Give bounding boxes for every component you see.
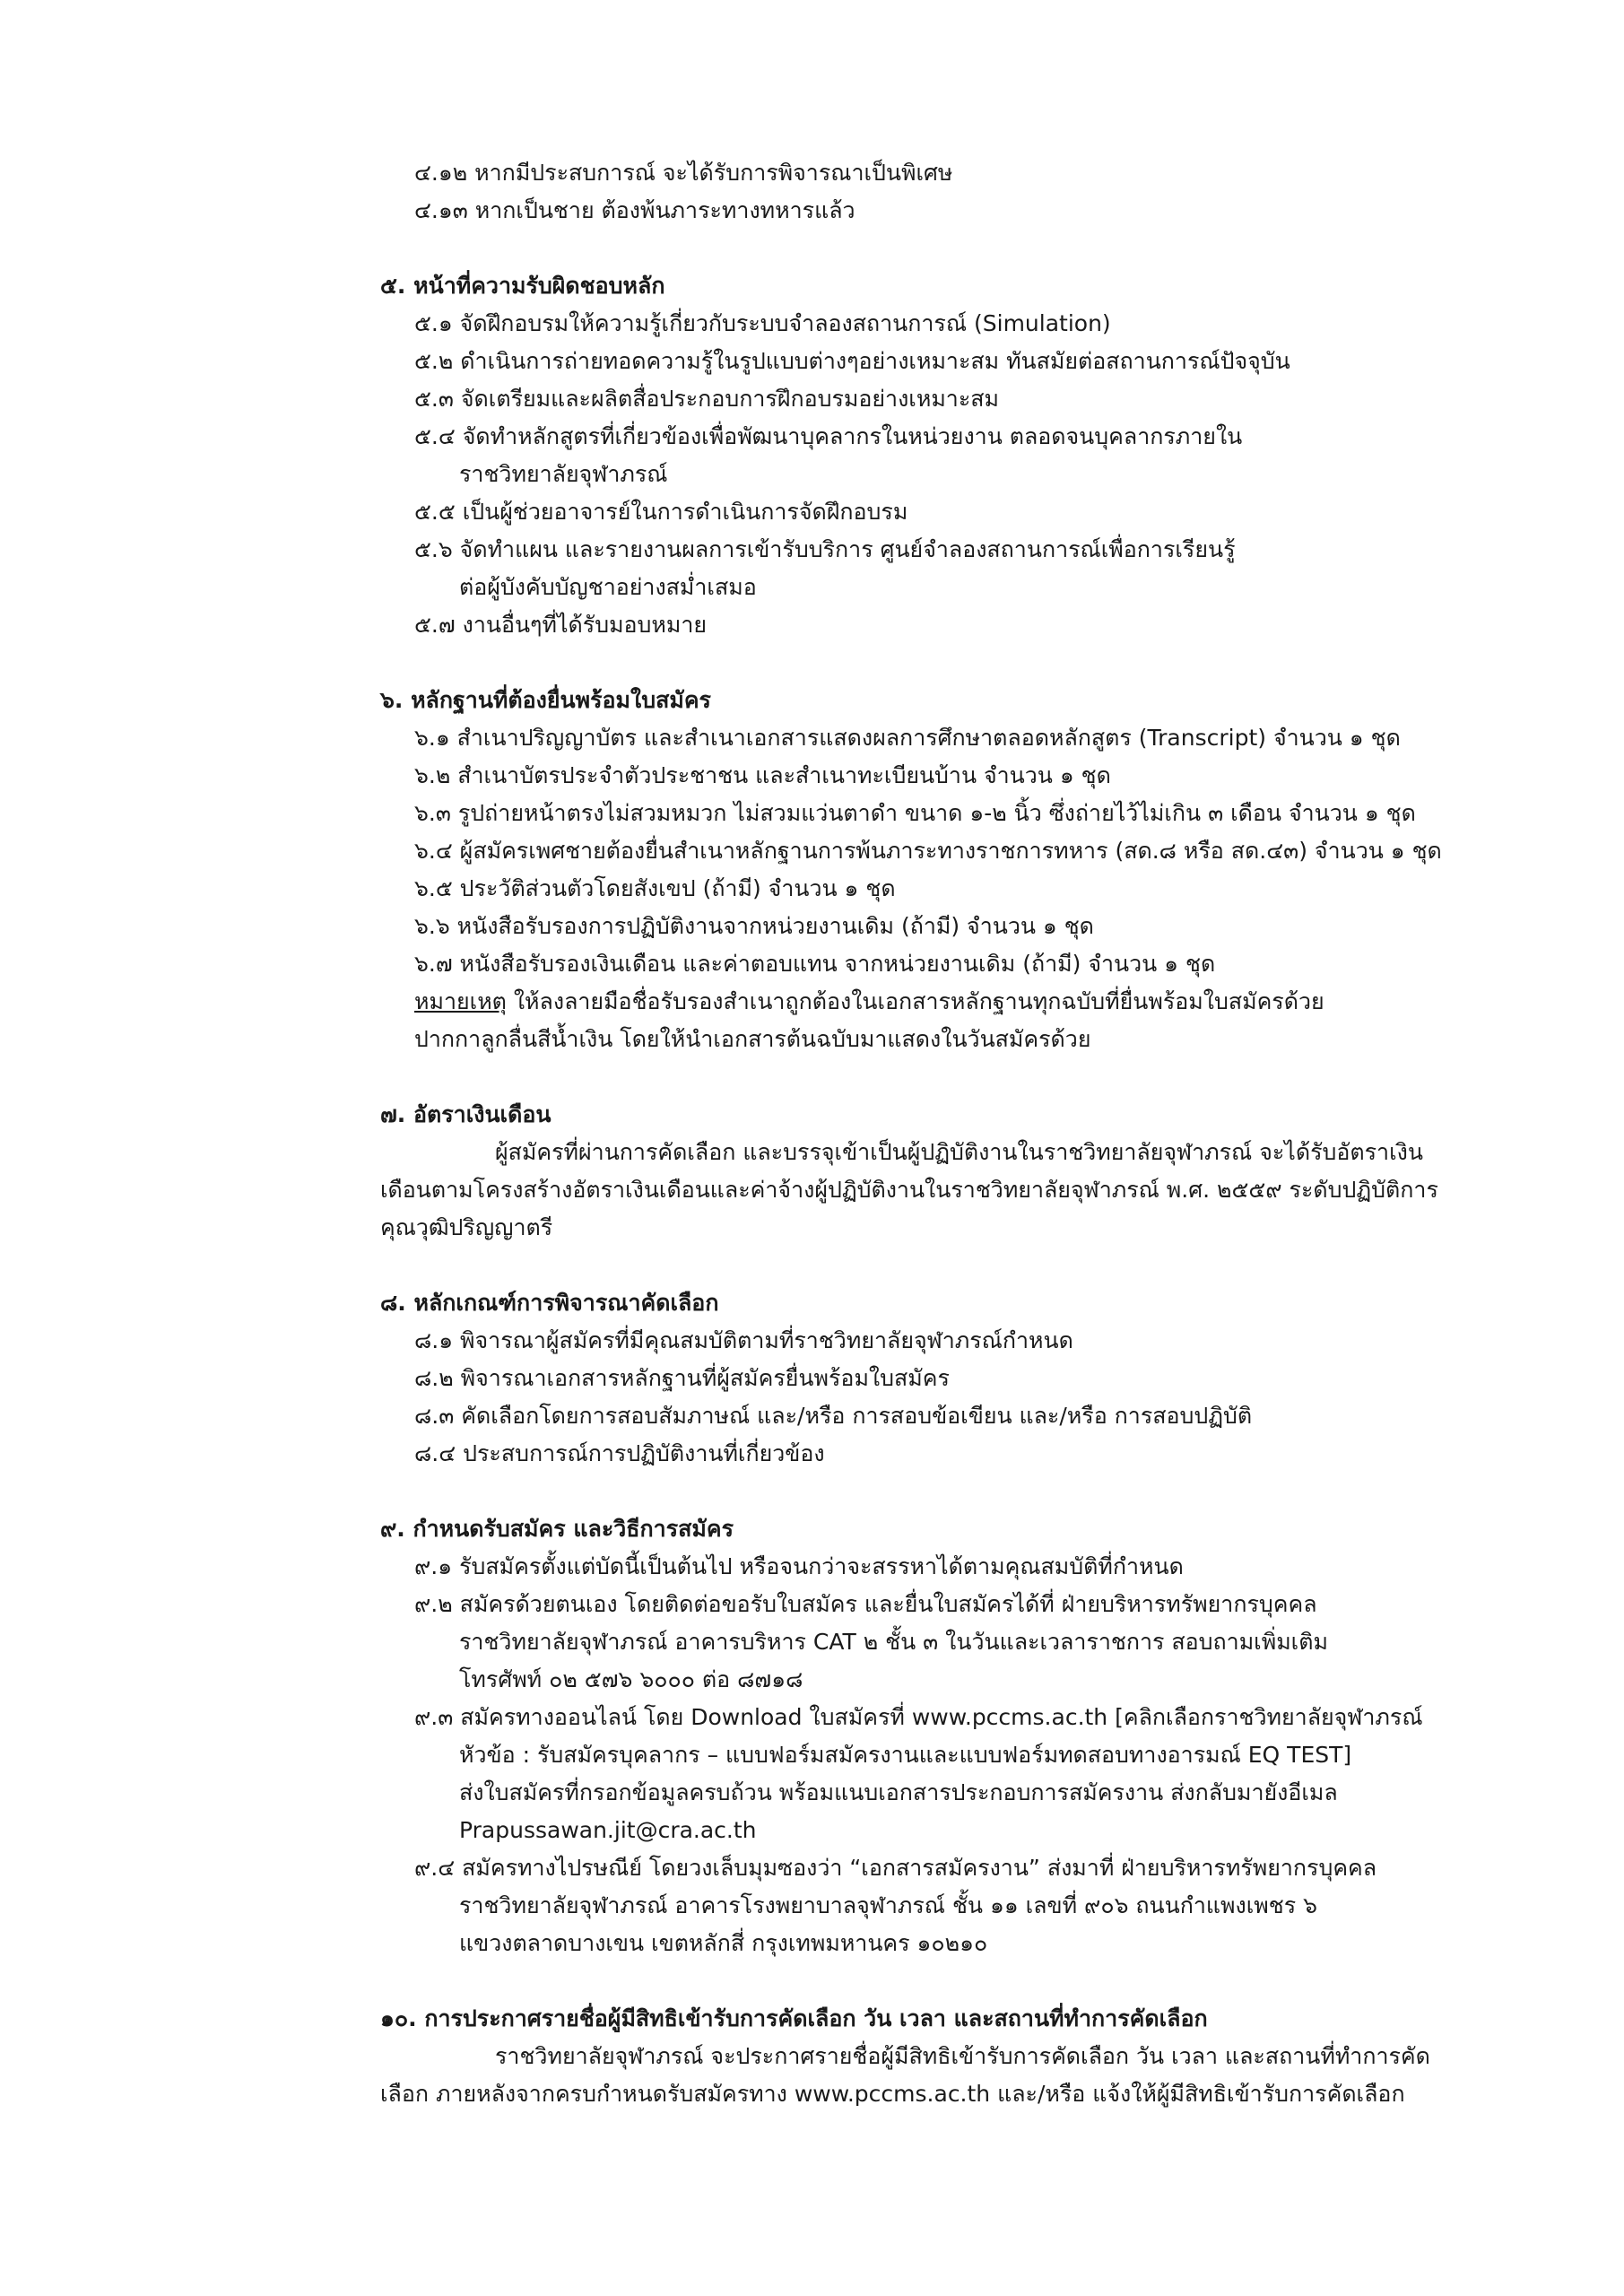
list-item: ๖.๗ หนังสือรับรองเงินเดือน และค่าตอบแทน จากหน่วยงานเดิม (ถ้ามี) จำนวน ๑ ชุด xyxy=(414,951,1216,977)
list-item: ๘.๒ พิจารณาเอกสารหลักฐานที่ผู้สมัครยื่นพร้อมใบสมัคร xyxy=(414,1365,950,1391)
list-item: ๕.๒ ดำเนินการถ่ายทอดความรู้ในรูปแบบต่างๆอย่างเหมาะสม ทันสมัยต่อสถานการณ์ปัจจุบัน xyxy=(414,348,1290,374)
list-item: ๕.๖ จัดทำแผน และรายงานผลการเข้ารับบริการ ศูนย์จำลองสถานการณ์เพื่อการเรียนรู้ xyxy=(414,536,1236,562)
list-item: ๕.๔ จัดทำหลักสูตรที่เกี่ยวข้องเพื่อพัฒนาบุคลากรในหน่วยงาน ตลอดจนบุคลากรภายใน xyxy=(414,423,1243,449)
paragraph-line: ผู้สมัครที่ผ่านการคัดเลือก และบรรจุเข้าเป็นผู้ปฏิบัติงานในราชวิทยาลัยจุฬาภรณ์ จะได้รับอัตราเงิน xyxy=(495,1139,1423,1165)
paragraph-line: เดือนตามโครงสร้างอัตราเงินเดือนและค่าจ้างผู้ปฏิบัติงานในราชวิทยาลัยจุฬาภรณ์ พ.ศ. ๒๕๕๙ ระดับปฏิบัติการ xyxy=(380,1177,1438,1203)
list-item: ๕.๓ จัดเตรียมและผลิตสื่อประกอบการฝึกอบรมอย่างเหมาะสม xyxy=(414,386,1000,412)
email-address: Prapussawan.jit@cra.ac.th xyxy=(459,1817,757,1843)
list-item: ๖.๔ ผู้สมัครเพศชายต้องยื่นสำเนาหลักฐานการพ้นภาระทางราชการทหาร (สด.๘ หรือ สด.๔๓) จำนวน ๑ ชุด xyxy=(414,838,1442,864)
list-item: ๖.๒ สำเนาบัตรประจำตัวประชาชน และสำเนาทะเบียนบ้าน จำนวน ๑ ชุด xyxy=(414,762,1111,788)
section-heading: ๕. หน้าที่ความรับผิดชอบหลัก xyxy=(380,273,665,299)
note-line-2: ปากกาลูกลื่นสีน้ำเงิน โดยให้นำเอกสารต้นฉบับมาแสดงในวันสมัครด้วย xyxy=(414,1026,1091,1052)
list-item-continuation: ราชวิทยาลัยจุฬาภรณ์ xyxy=(459,461,668,487)
list-item-continuation: โทรศัพท์ ๐๒ ๕๗๖ ๖๐๐๐ ต่อ ๘๗๑๘ xyxy=(459,1666,803,1692)
list-item: ๙.๓ สมัครทางออนไลน์ โดย Download ใบสมัครที่ www.pccms.ac.th [คลิกเลือกราชวิทยาลัยจุฬาภรณ์ xyxy=(414,1704,1423,1730)
list-item: ๘.๓ คัดเลือกโดยการสอบสัมภาษณ์ และ/หรือ การสอบข้อเขียน และ/หรือ การสอบปฏิบัติ xyxy=(414,1403,1253,1429)
list-item: ๖.๖ หนังสือรับรองการปฏิบัติงานจากหน่วยงานเดิม (ถ้ามี) จำนวน ๑ ชุด xyxy=(414,913,1094,939)
note-line xyxy=(414,983,1324,1021)
list-item-continuation: ราชวิทยาลัยจุฬาภรณ์ อาคารบริหาร CAT ๒ ชั้น ๓ ในวันและเวลาราชการ สอบถามเพิ่มเติม xyxy=(459,1629,1328,1655)
list-item: ๕.๑ จัดฝึกอบรมให้ความรู้เกี่ยวกับระบบจำลองสถานการณ์ (Simulation) xyxy=(414,310,1111,336)
list-item: ๕.๕ เป็นผู้ช่วยอาจารย์ในการดำเนินการจัดฝึกอบรม xyxy=(414,499,908,525)
list-item: ๘.๔ ประสบการณ์การปฏิบัติงานที่เกี่ยวข้อง xyxy=(414,1440,825,1466)
section-heading: ๗. อัตราเงินเดือน xyxy=(380,1101,551,1127)
list-item: ๘.๑ พิจารณาผู้สมัครที่มีคุณสมบัติตามที่ราชวิทยาลัยจุฬาภรณ์กำหนด xyxy=(414,1327,1073,1353)
list-item: ๔.๑๒ หากมีประสบการณ์ จะได้รับการพิจารณาเป็นพิเศษ xyxy=(414,160,953,186)
list-item: ๔.๑๓ หากเป็นชาย ต้องพ้นภาระทางทหารแล้ว xyxy=(414,197,855,223)
section-heading: ๑๐. การประกาศรายชื่อผู้มีสิทธิเข้ารับการคัดเลือก วัน เวลา และสถานที่ทำการคัดเลือก xyxy=(380,2005,1208,2031)
list-item: ๖.๕ ประวัติส่วนตัวโดยสังเขป (ถ้ามี) จำนวน ๑ ชุด xyxy=(414,875,896,901)
section-heading: ๖. หลักฐานที่ต้องยื่นพร้อมใบสมัคร xyxy=(380,687,711,713)
paragraph-line: ราชวิทยาลัยจุฬาภรณ์ จะประกาศรายชื่อผู้มีสิทธิเข้ารับการคัดเลือก วัน เวลา และสถานที่ทำการคัด xyxy=(495,2043,1430,2069)
paragraph-line: เลือก ภายหลังจากครบกำหนดรับสมัครทาง www.pccms.ac.th และ/หรือ แจ้งให้ผู้มีสิทธิเข้ารับการคัดเลือก xyxy=(380,2081,1405,2107)
note-text: ให้ลงลายมือชื่อรับรองสำเนาถูกต้องในเอกสารหลักฐานทุกฉบับที่ยื่นพร้อมใบสมัครด้วย xyxy=(506,988,1324,1014)
paragraph-line: คุณวุฒิปริญญาตรี xyxy=(380,1214,553,1240)
list-item-continuation: แขวงตลาดบางเขน เขตหลักสี่ กรุงเทพมหานคร ๑๐๒๑๐ xyxy=(459,1930,988,1956)
list-item: ๖.๑ สำเนาปริญญาบัตร และสำเนาเอกสารแสดงผลการศึกษาตลอดหลักสูตร (Transcript) จำนวน ๑ ชุด xyxy=(414,725,1401,751)
list-item: ๙.๑ รับสมัครตั้งแต่บัดนี้เป็นต้นไป หรือจนกว่าจะสรรหาได้ตามคุณสมบัติที่กำหนด xyxy=(414,1553,1184,1579)
list-item: ๕.๗ งานอื่นๆที่ได้รับมอบหมาย xyxy=(414,612,708,638)
list-item: ๙.๔ สมัครทางไปรษณีย์ โดยวงเล็บมุมซองว่า “เอกสารสมัครงาน” ส่งมาที่ ฝ่ายบริหารทรัพยากรบุคคล xyxy=(414,1855,1377,1881)
section-heading: ๘. หลักเกณฑ์การพิจารณาคัดเลือก xyxy=(380,1290,719,1316)
list-item-continuation: ส่งใบสมัครที่กรอกข้อมูลครบถ้วน พร้อมแนบเอกสารประกอบการสมัครงาน ส่งกลับมายังอีเมล xyxy=(459,1779,1338,1805)
note-label: หมายเหตุ xyxy=(414,988,507,1014)
list-item: ๖.๓ รูปถ่ายหน้าตรงไม่สวมหมวก ไม่สวมแว่นตาดำ ขนาด ๑-๒ นิ้ว ซึ่งถ่ายไว้ไม่เกิน ๓ เดือน จำนวน ๑ ชุด xyxy=(414,800,1416,826)
list-item-continuation: ต่อผู้บังคับบัญชาอย่างสม่ำเสมอ xyxy=(459,574,757,600)
list-item-continuation: ราชวิทยาลัยจุฬาภรณ์ อาคารโรงพยาบาลจุฬาภรณ์ ชั้น ๑๑ เลขที่ ๙๐๖ ถนนกำแพงเพชร ๖ xyxy=(459,1892,1317,1918)
section-heading: ๙. กำหนดรับสมัคร และวิธีการสมัคร xyxy=(380,1516,734,1542)
list-item-continuation: หัวข้อ : รับสมัครบุคลากร – แบบฟอร์มสมัครงานและแบบฟอร์มทดสอบทางอารมณ์ EQ TEST] xyxy=(459,1742,1352,1768)
list-item: ๙.๒ สมัครด้วยตนเอง โดยติดต่อขอรับใบสมัคร และยื่นใบสมัครได้ที่ ฝ่ายบริหารทรัพยากรบุคคล xyxy=(414,1591,1317,1617)
